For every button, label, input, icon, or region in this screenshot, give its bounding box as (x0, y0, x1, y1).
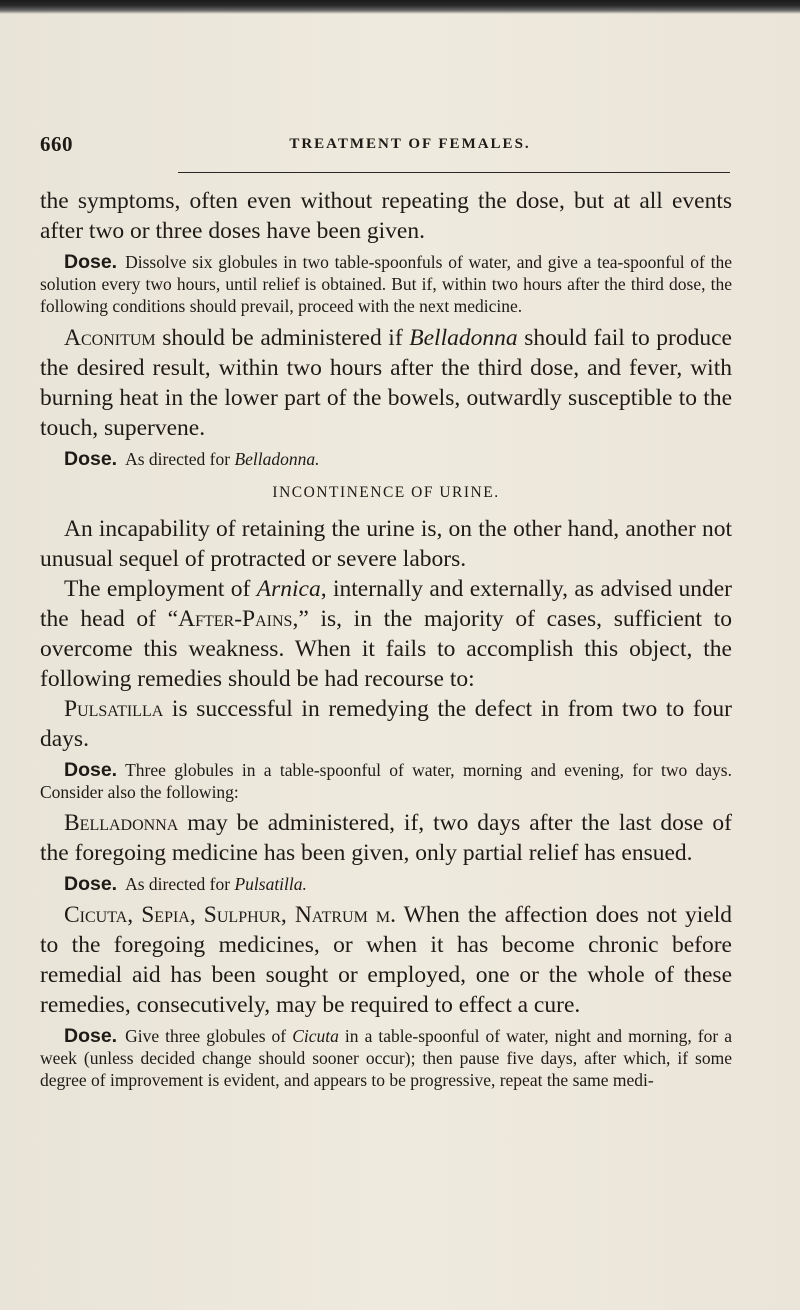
page-number: 660 (40, 132, 73, 156)
dose-paragraph-3: Dose. Three globules in a table-spoonful of water, morning and evening, for two days. Consider also the following: (40, 759, 732, 802)
paragraph-incapability: An incapability of retaining the urine is, on the other hand, another not unusual sequel of protracted or severe labors. (40, 516, 732, 572)
dose-paragraph-4: Dose. As directed for Pulsatilla. (64, 873, 307, 895)
dose-label: Dose. (64, 1025, 118, 1047)
paragraph-aconitum: Aconitum should be administered if Belladonna should fail to produce the desired result, within two hours after the third dose, and fever, with burning heat in the lower part of the bowels, outwardly susceptible to the touch, supervene. (40, 325, 732, 441)
dose-label: Dose. (64, 873, 118, 895)
remedy-name-pulsatilla: Pulsatilla (64, 696, 164, 722)
section-heading: INCONTINENCE OF URINE. (272, 484, 500, 501)
dose-paragraph-1: Dose. Dissolve six globules in two table-spoonfuls of water, and give a tea-spoonful of the solution every two hours, until relief is obtained. But if, within two hours after the third dose, the following conditions should prevail, proceed with the next medicine. (40, 251, 732, 316)
dose-label: Dose. (64, 759, 118, 781)
remedy-name-belladonna: Belladonna (64, 810, 179, 836)
running-head: TREATMENT OF FEMALES. (289, 136, 531, 152)
paragraph-cicuta: Cicuta, Sepia, Sulphur, Natrum m. When the affection does not yield to the foregoing medicines, or when it has become chronic before remedial aid has been sought or employed, one or the whole of these remedies, consecutively, may be required to effect a cure. (40, 902, 732, 1018)
remedy-names-group: Cicuta, Sepia, Sulphur, Natrum m. (64, 902, 396, 928)
paragraph-pulsatilla: Pulsatilla is successful in remedying the defect in from two to four days. (40, 696, 732, 752)
paragraph-arnica: The employment of Arnica, internally and externally, as advised under the head of “After-Pains,” is, in the majority of cases, sufficient to overcome this weakness. When it fails to accomplish this object, the following remedies should be had recourse to: (40, 576, 733, 692)
paragraph-continuation: the symptoms, often even without repeating the dose, but at all events after two or three doses have been given. (40, 188, 732, 244)
remedy-name-aconitum: Aconitum (64, 325, 156, 351)
dose-paragraph-2: Dose. As directed for Belladonna. (64, 448, 320, 470)
header-rule (178, 172, 730, 173)
paragraph-belladonna: Belladonna may be administered, if, two days after the last dose of the foregoing medicine has been given, only partial relief has ensued. (40, 810, 732, 866)
dose-label: Dose. (64, 448, 118, 470)
page-header (40, 132, 740, 162)
scan-top-edge (0, 0, 800, 14)
page-body (40, 186, 732, 1091)
dose-paragraph-5: Dose. Give three globules of Cicuta in a table-spoonful of water, night and morning, for a week (unless decided change should sooner occur); then pause five days, after which, if some degree of improvement is evident, and appears to be progressive, repeat the same medi- (40, 1025, 733, 1090)
dose-label: Dose. (64, 251, 118, 273)
